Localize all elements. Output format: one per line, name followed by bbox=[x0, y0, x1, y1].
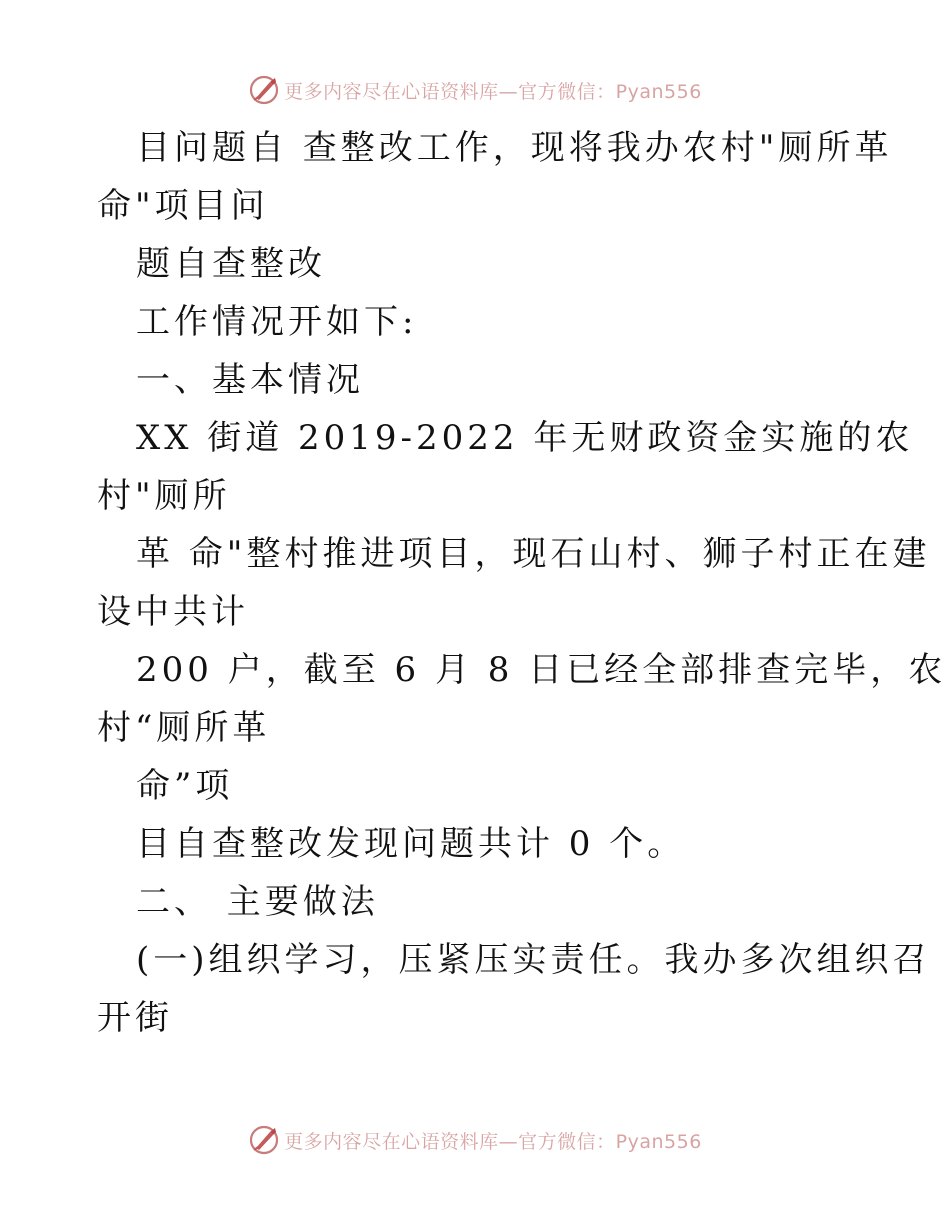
body-line: 目问题自 查整改工作，现将我办农村"厕所革 bbox=[136, 128, 893, 168]
footer-watermark-text: 更多内容尽在心语资料库—官方微信：Pyan556 bbox=[284, 1130, 702, 1153]
body-line: XX 街道 2019-2022 年无财政资金实施的农 bbox=[136, 418, 914, 458]
body-line: 200 户，截至 6 月 8 日已经全部排查完毕，农 bbox=[136, 650, 947, 690]
body-line: 设中共计 bbox=[97, 592, 249, 632]
body-line: 命”项 bbox=[136, 766, 234, 806]
footer-watermark-banner bbox=[0, 1120, 950, 1160]
section-heading: 一、基本情况 bbox=[136, 360, 364, 400]
body-line: 开街 bbox=[97, 998, 173, 1038]
body-line: 村“厕所革 bbox=[97, 708, 271, 748]
body-line: 命"项目问 bbox=[97, 186, 269, 226]
body-line: 村"厕所 bbox=[97, 476, 231, 516]
header-watermark-banner bbox=[0, 70, 950, 110]
body-line: (一)组织学习，压紧压实责任。我办多次组织召 bbox=[136, 940, 931, 980]
section-heading: 二、 主要做法 bbox=[136, 882, 379, 922]
body-line: 革 命"整村推进项目，现石山村、狮子村正在建 bbox=[136, 534, 931, 574]
quill-logo-icon bbox=[248, 74, 280, 106]
body-line: 工作情况开如下: bbox=[136, 302, 418, 342]
quill-logo-icon bbox=[248, 1124, 280, 1156]
header-watermark-text: 更多内容尽在心语资料库—官方微信：Pyan556 bbox=[284, 80, 702, 103]
body-line: 题自查整改 bbox=[136, 244, 326, 284]
body-line: 目自查整改发现问题共计 0 个。 bbox=[136, 824, 686, 864]
